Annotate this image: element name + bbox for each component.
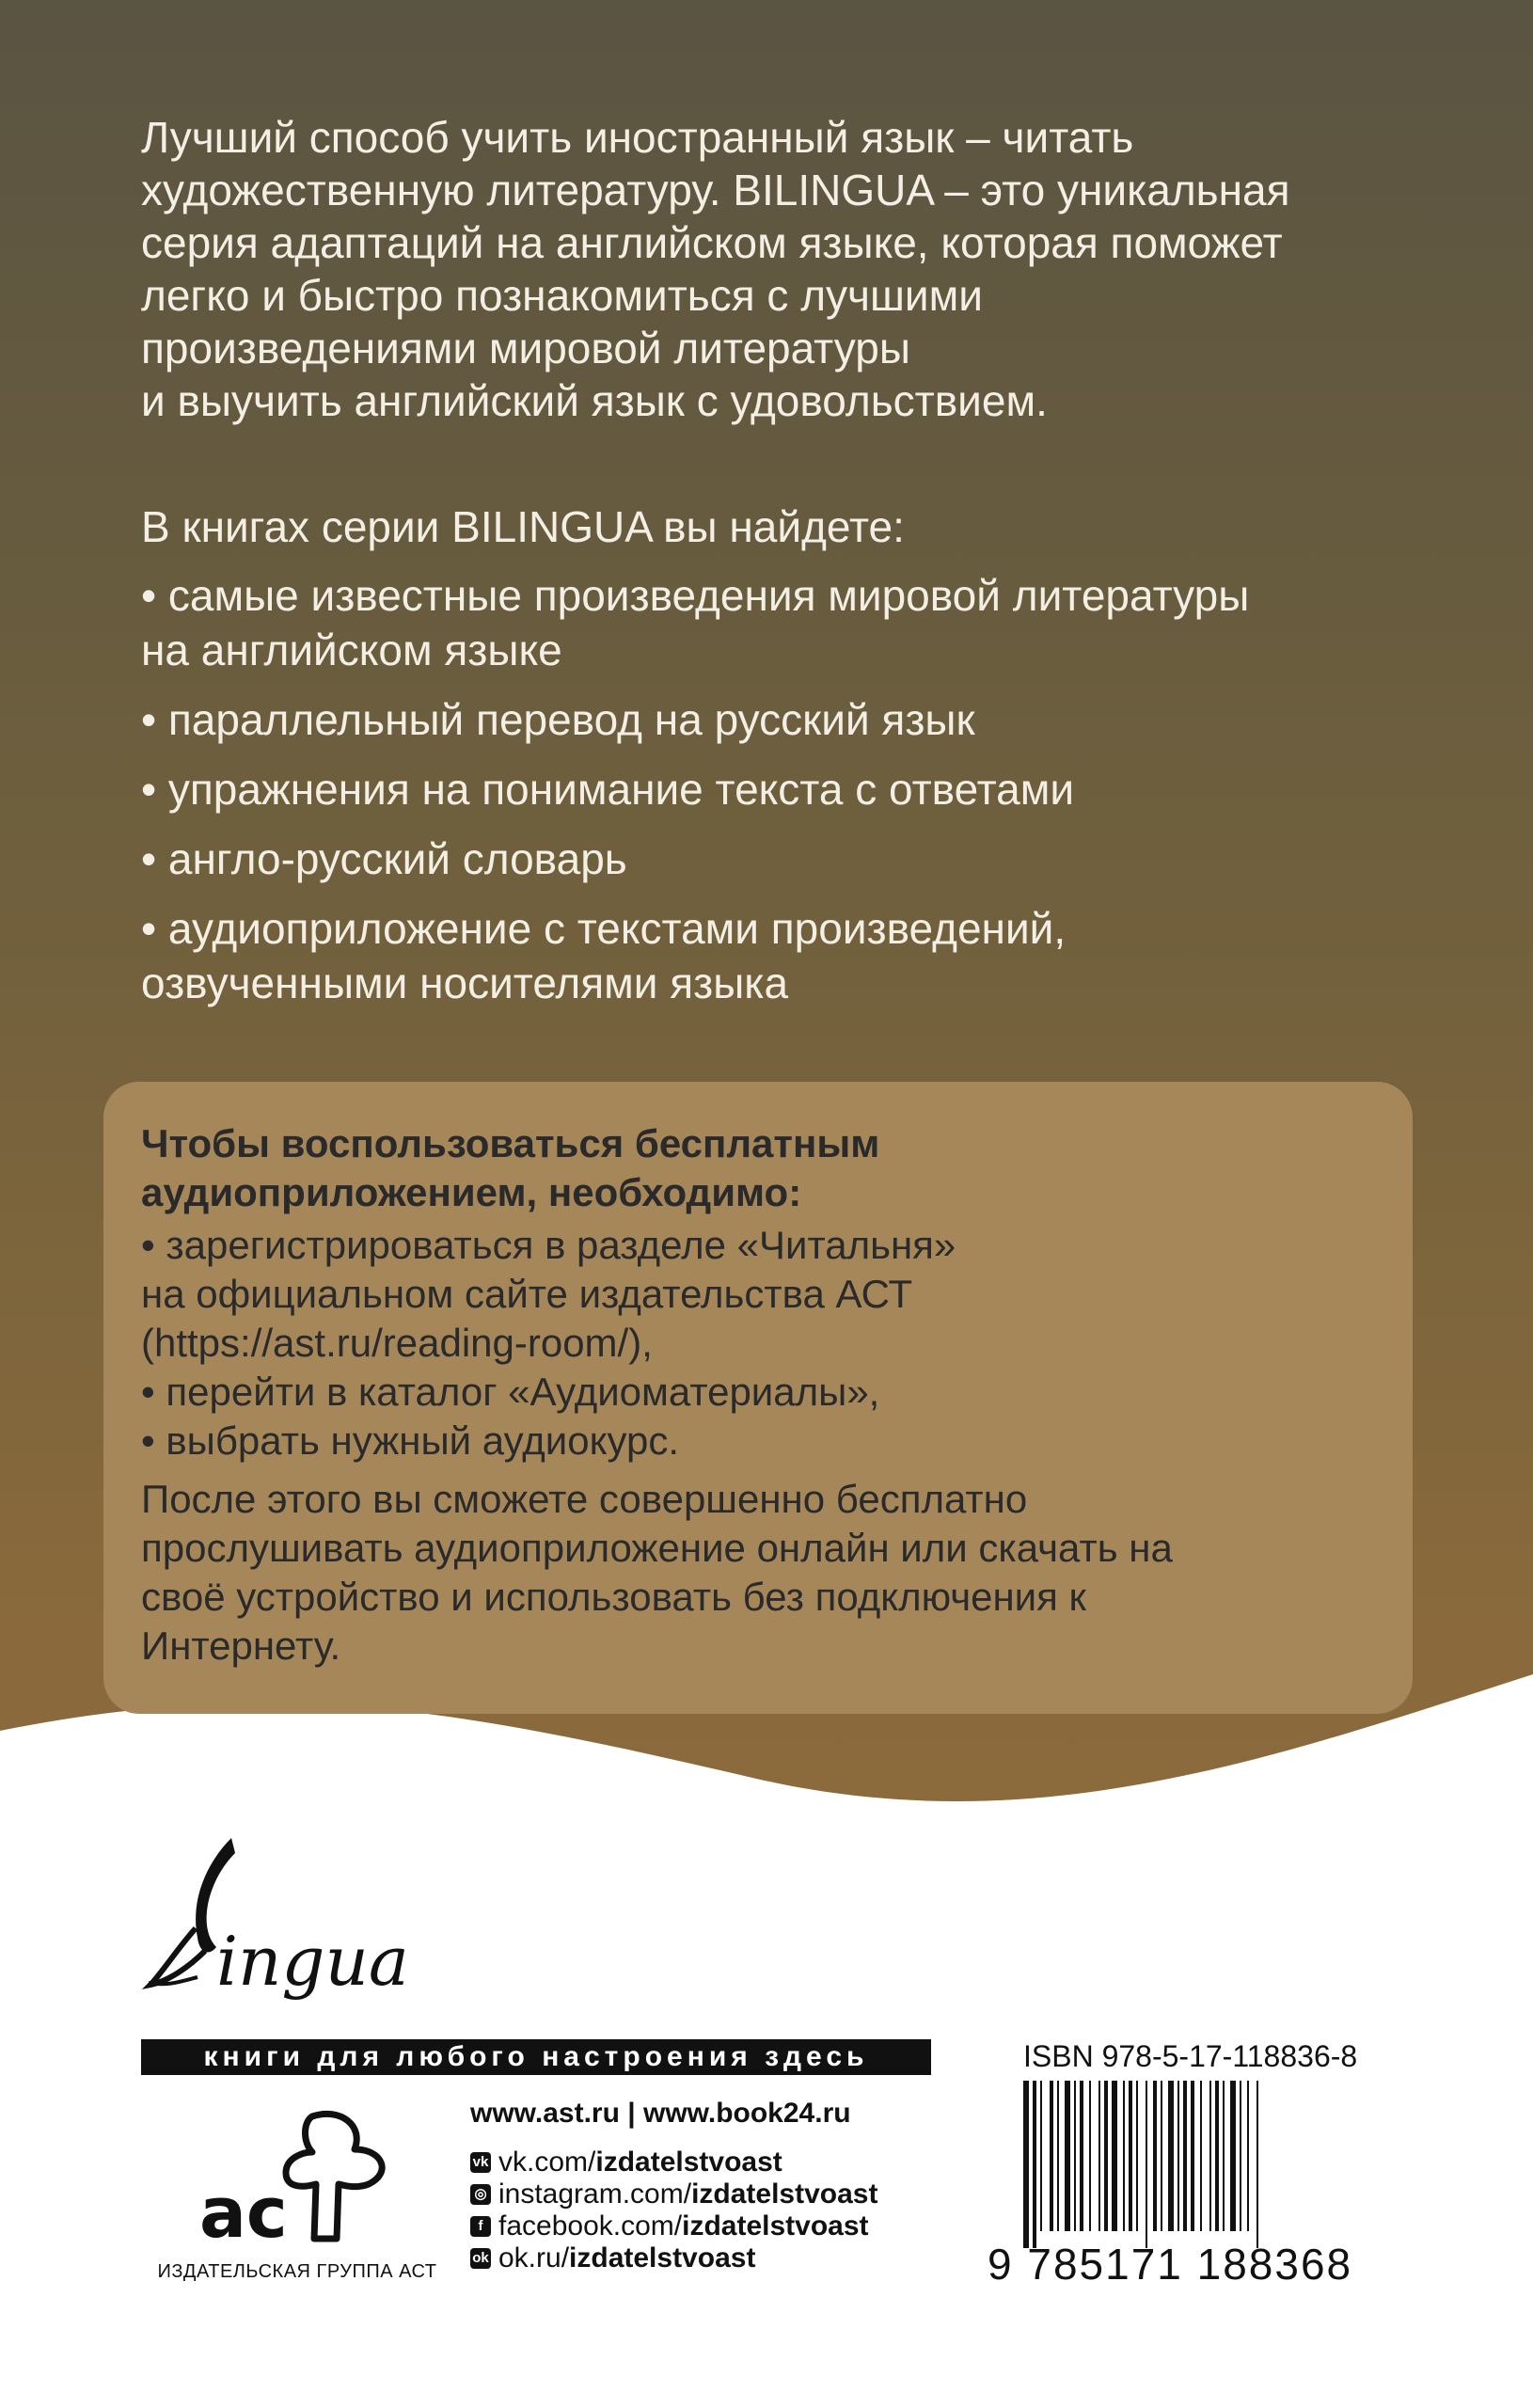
- social-prefix: vk.com/: [498, 2147, 596, 2178]
- barcode-bar: [1040, 2081, 1042, 2231]
- barcode-bar: [1168, 2081, 1174, 2231]
- websites[interactable]: www.ast.ru | www.book24.ru: [470, 2098, 851, 2129]
- barcode-bar: [1065, 2081, 1070, 2231]
- barcode-bar: [1136, 2081, 1138, 2231]
- barcode-bar: [1057, 2081, 1059, 2231]
- barcode-bar: [1080, 2081, 1083, 2231]
- barcode-bar: [1256, 2081, 1258, 2248]
- social-prefix: facebook.com/: [498, 2210, 683, 2242]
- barcode-bar: [1146, 2081, 1147, 2248]
- audio-step: • зарегистрироваться в разделе «Читальня» на официальном сайте издательства АСТ (https://ast.ru/reading-room/),: [141, 1223, 956, 1365]
- barcode-bar: [1200, 2081, 1202, 2231]
- barcode-bar: [1247, 2081, 1249, 2231]
- barcode-bar: [1177, 2081, 1179, 2231]
- barcode: [1018, 2081, 1384, 2250]
- facebook-icon: f: [470, 2216, 491, 2237]
- barcode-bar: [1240, 2081, 1241, 2231]
- barcode-bar: [1191, 2081, 1194, 2231]
- barcode-bar: [1033, 2081, 1036, 2248]
- feature-item: • аудиоприложение с текстами произведений, озвученными носителями языка: [141, 904, 1067, 1007]
- ast-publisher-logo: [199, 2098, 406, 2248]
- barcode-bar: [1209, 2081, 1211, 2231]
- social-handle: izdatelstvoast: [691, 2178, 878, 2210]
- intro-paragraph: Лучший способ учить иностранный язык – читать художественную литературу. BILINGUA – это уникальная серия адаптаций на английском языке, которая поможет легко и быстро познакомиться с лучшими произведениями мировой литературы и выучить английский язык с удовольствием.: [141, 113, 1290, 425]
- barcode-bar: [1161, 2081, 1162, 2231]
- tagline-bar: книги для любого настроения здесь: [141, 2039, 931, 2075]
- barcode-bar: [1112, 2081, 1117, 2231]
- isbn-label: ISBN 978-5-17-118836-8: [1023, 2039, 1358, 2073]
- social-link-instagram[interactable]: [470, 2178, 877, 2210]
- publisher-caption: ИЗДАТЕЛЬСКАЯ ГРУППА АСТ: [157, 2261, 437, 2282]
- barcode-bar: [1123, 2081, 1125, 2231]
- social-handle: izdatelstvoast: [569, 2242, 756, 2273]
- barcode-bar: [1050, 2081, 1053, 2231]
- barcode-bar: [1104, 2081, 1108, 2231]
- barcode-bar: [1098, 2081, 1100, 2231]
- feature-item: • упражнения на понимание текста с ответами: [141, 765, 1075, 814]
- audio-step: • выбрать нужный аудиокурс.: [141, 1418, 680, 1463]
- barcode-bar: [1023, 2081, 1029, 2248]
- barcode-bar: [1215, 2081, 1219, 2231]
- social-links: [470, 2147, 877, 2274]
- audio-box-title: Чтобы воспользоваться бесплатным аудиоприложением, необходимо:: [141, 1121, 880, 1214]
- social-link-facebook[interactable]: [470, 2210, 877, 2242]
- feature-item: • англо-русский словарь: [141, 834, 627, 883]
- instagram-icon: ◎: [470, 2184, 491, 2205]
- feature-item: • параллельный перевод на русский язык: [141, 695, 975, 744]
- audio-steps-list: [141, 1221, 1401, 1465]
- barcode-bar: [1089, 2081, 1091, 2231]
- barcode-bar: [1230, 2081, 1236, 2231]
- feature-item: • самые известные произведения мировой литературы на английском языке: [141, 571, 1250, 674]
- svg-text:ingua: ingua: [216, 1922, 409, 2001]
- audio-box-after-text: После этого вы сможете совершенно бесплатно прослушивать аудиоприложение онлайн или скачать на своё устройство и использовать без подключения к Интернету.: [141, 1477, 1173, 1668]
- features-title: В книгах серии BILINGUA вы найдете:: [141, 502, 905, 551]
- audio-step: • перейти в каталог «Аудиоматериалы»,: [141, 1370, 880, 1414]
- social-prefix: instagram.com/: [498, 2178, 692, 2210]
- social-link-odnoklassniki[interactable]: [470, 2242, 877, 2274]
- barcode-bar: [1074, 2081, 1076, 2231]
- barcode-bar: [1223, 2081, 1225, 2231]
- barcode-digits: 9 785171 188368: [988, 2240, 1353, 2289]
- social-handle: izdatelstvoast: [595, 2147, 782, 2178]
- lingua-logo: [141, 1825, 423, 2013]
- svg-text:ac: ac: [199, 2173, 288, 2248]
- odnoklassniki-icon: ok: [470, 2248, 491, 2269]
- barcode-bar: [1153, 2081, 1157, 2231]
- barcode-bar: [1183, 2081, 1187, 2231]
- social-link-vk[interactable]: [470, 2147, 877, 2178]
- features-list: [141, 568, 1477, 1025]
- social-prefix: ok.ru/: [498, 2242, 570, 2273]
- barcode-bar: [1129, 2081, 1132, 2231]
- social-handle: izdatelstvoast: [682, 2210, 869, 2242]
- vk-icon: vk: [470, 2152, 491, 2173]
